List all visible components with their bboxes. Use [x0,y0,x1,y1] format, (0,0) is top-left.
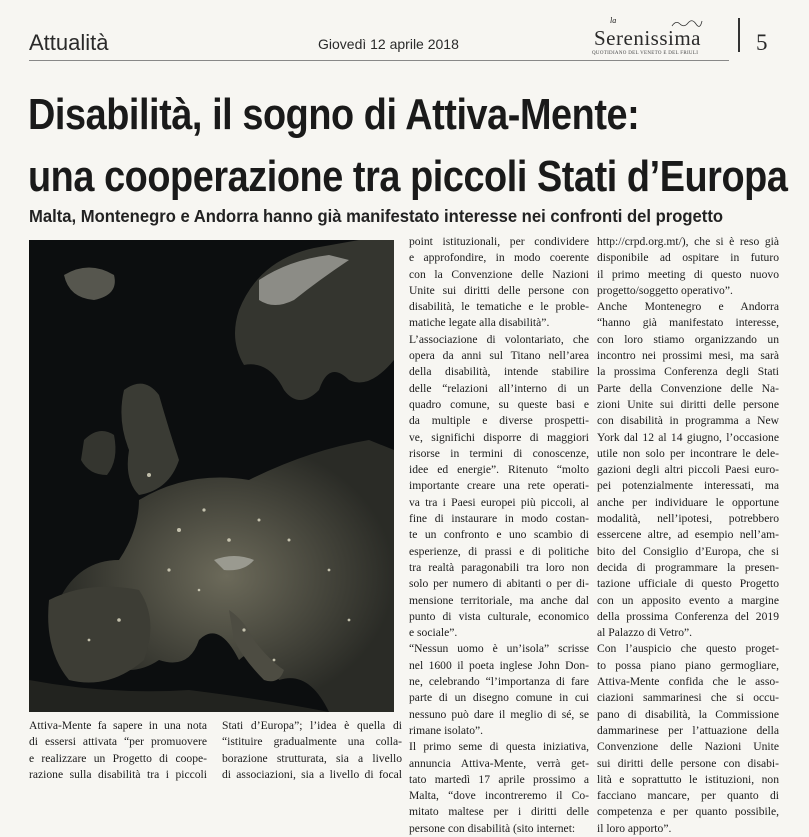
text-line: delle “relazioni all’interno di un [409,381,589,395]
article-subheadline: Malta, Montenegro e Andorra hanno già manifestato interesse nei confronti del progetto [29,206,724,226]
text-line: Parte della Convenzione delle Na- [597,381,779,395]
text-line: esperienze, di prassi e di politiche [409,544,589,558]
text-line: e realizzare un Progetto di coope- [29,751,207,765]
text-line: Convenzione delle Nazioni Unite [597,740,779,754]
text-line: facciano mancare, per quanto di [597,789,779,803]
text-line: point istituzionali, per condividere [409,235,589,248]
newspaper-logo [590,16,710,58]
text-line: con la Convenzione delle Nazioni [409,267,589,281]
text-line: dammarinese per l’attuazione della [597,723,779,737]
text-line: con un apposito evento a margine [597,593,779,607]
text-line: e sociale”. [409,626,458,640]
text-line: con disabilità in programma a New [597,414,779,428]
text-line: lità e soprattutto le istituzioni, non [597,772,779,786]
text-line: ve, significhi disporre di maggiori [409,430,589,444]
text-line: Unite sui diritti delle persone con [409,283,589,297]
text-line: al Palazzo di Vetro”. [597,626,693,640]
text-line: tazione ufficiale di questo Progetto [597,577,779,591]
text-line: York dal 12 al 14 giugno, l’occasione [597,430,779,444]
header-rule [29,60,729,61]
article-column-1 [29,718,207,783]
text-line: Stati d’Europa”; l’idea è quella di [222,719,402,732]
text-line: razione sulla disabilità tra i piccoli [29,767,207,781]
text-line: persone con disabilità (sito internet: [409,821,576,835]
text-line: importante creare una rete operati- [409,479,589,493]
headline-line-1: Disabilità, il sogno di Attiva-Mente: [28,90,640,139]
text-line: punto di vista culturale, economico [409,609,589,623]
text-line: te un confronto e uno scambio di [409,528,589,542]
text-line: modalità, nell’ipotesi, potrebbero [597,512,779,526]
text-line: progetto/soggetto operativo”. [597,283,733,297]
text-line: Il primo seme di questa iniziativa, [409,740,589,754]
page-header [0,0,809,64]
text-line: tra realtà paragonabili tra loro non [409,560,589,574]
text-line: utile non solo per incontrare le dele- [597,446,779,460]
text-line: sui diritti delle persone con disabi- [597,756,779,770]
text-line: gazioni degli altri piccoli Paesi euro- [597,463,779,477]
header-divider [738,18,740,52]
text-line: opera da anni sul Titano nell’area [409,349,589,363]
logo-name: Serenissima [594,26,701,50]
text-line: incontro nei prossimi mesi, ma sarà [597,349,779,363]
text-line: tato martedì 17 aprile prossimo a [409,772,589,786]
text-line: mitato maltese per i diritti delle [409,805,589,819]
logo-small-text: la [610,16,617,25]
text-line: Attiva-Mente confida che le asso- [597,675,779,689]
text-line: parte di un disegno comune in cui [409,691,589,705]
text-line: risorse in termini di conoscenze, [409,446,589,460]
text-line: della prossima Conferenza del 2019 [597,609,779,623]
text-line: pano di disabilità, la Commissione [597,707,779,721]
text-line: la prossima Conferenza degli Stati [597,365,779,379]
text-line: quadro comune, su queste basi e [409,397,589,411]
text-line: rimane isolato”. [409,723,484,737]
text-line: to possa piano piano germogliare, [597,658,779,672]
text-line: della disabilità, intende stabilire [409,365,589,379]
text-line: disponibile ad ospitare in futuro [597,251,779,265]
text-line: anche per individuare le opportune [597,495,779,509]
text-line: va tra i Paesi europei più piccoli, al [409,495,589,509]
text-line: pei potenzialmente interessati, ma [597,479,779,493]
page-number: 5 [756,30,768,55]
text-line: disabilità, le tematiche e le proble- [409,300,589,314]
text-line: decida di programmare la presen- [597,560,779,574]
text-line: solo per numero di abitanti o per di- [409,577,589,591]
text-line: e approfondire, in modo coerente [409,251,589,265]
logo-tagline: QUOTIDIANO DEL VENETO E DEL FRIULI [592,51,699,56]
text-line: “Nessun uomo è un’isola” scrisse [409,642,589,656]
text-line: Malta, “dove incontreremo il Co- [409,789,589,803]
headline-line-2: una cooperazione tra piccoli Stati d’Europa [28,152,788,201]
text-line: ne, celebrando “l’importanza di fare [409,675,589,689]
text-line: nessuno può dare il meglio di sé, se [409,707,589,721]
text-line: matiche legate alla disabilità”. [409,316,550,330]
text-line: L’associazione di volontariato, che [409,332,589,346]
text-line: http://crpd.org.mt/), che si è reso già [597,235,779,248]
text-line: ciazioni sammarinesi che si occu- [597,691,779,705]
text-line: Attiva-Mente fa sapere in una nota [29,719,207,732]
text-line: Anche Montenegro e Andorra [597,300,779,314]
article-column-2 [222,718,402,783]
text-line: di associazioni, sia a livello di focal [222,767,402,781]
article-column-4 [597,234,779,837]
text-line: il primo meeting di questo nuovo [597,267,779,281]
text-line: Con l’auspicio che questo proget- [597,642,779,656]
text-line: fine di instaurare in modo costan- [409,512,589,526]
section-label: Attualità [29,30,109,55]
text-line: mensione territoriale, ma anche dal [409,593,589,607]
text-line: da multiple e diverse prospetti- [409,414,589,428]
text-line: di essersi attivata “per promuovere [29,735,207,749]
text-line: “istituire gradualmente una colla- [222,735,402,749]
article-headline [28,84,788,208]
issue-date: Giovedì 12 aprile 2018 [318,36,459,52]
text-line: zioni Unite sui diritti delle persone [597,397,779,411]
text-line: competenza e per quanto possibile, [597,805,779,819]
text-line: “hanno già manifestato interesse, [597,316,779,330]
text-line: il loro apporto”. [597,821,672,835]
article-column-3 [409,234,589,837]
text-line: borazione strutturata, sia a livello [222,751,402,765]
text-line: idee ed energie”. Ritenuto “molto [409,463,589,477]
text-line: nel 1600 il poeta inglese John Don- [409,658,589,672]
satellite-night-map-europe-image [29,240,394,712]
text-line: con loro stiamo organizzando un [597,332,779,346]
text-line: annuncia Attiva-Mente, verrà get- [409,756,589,770]
text-line: bito del Consiglio d’Europa, che si [597,544,779,558]
text-line: essercene altre, ad esempio nell’am- [597,528,779,542]
